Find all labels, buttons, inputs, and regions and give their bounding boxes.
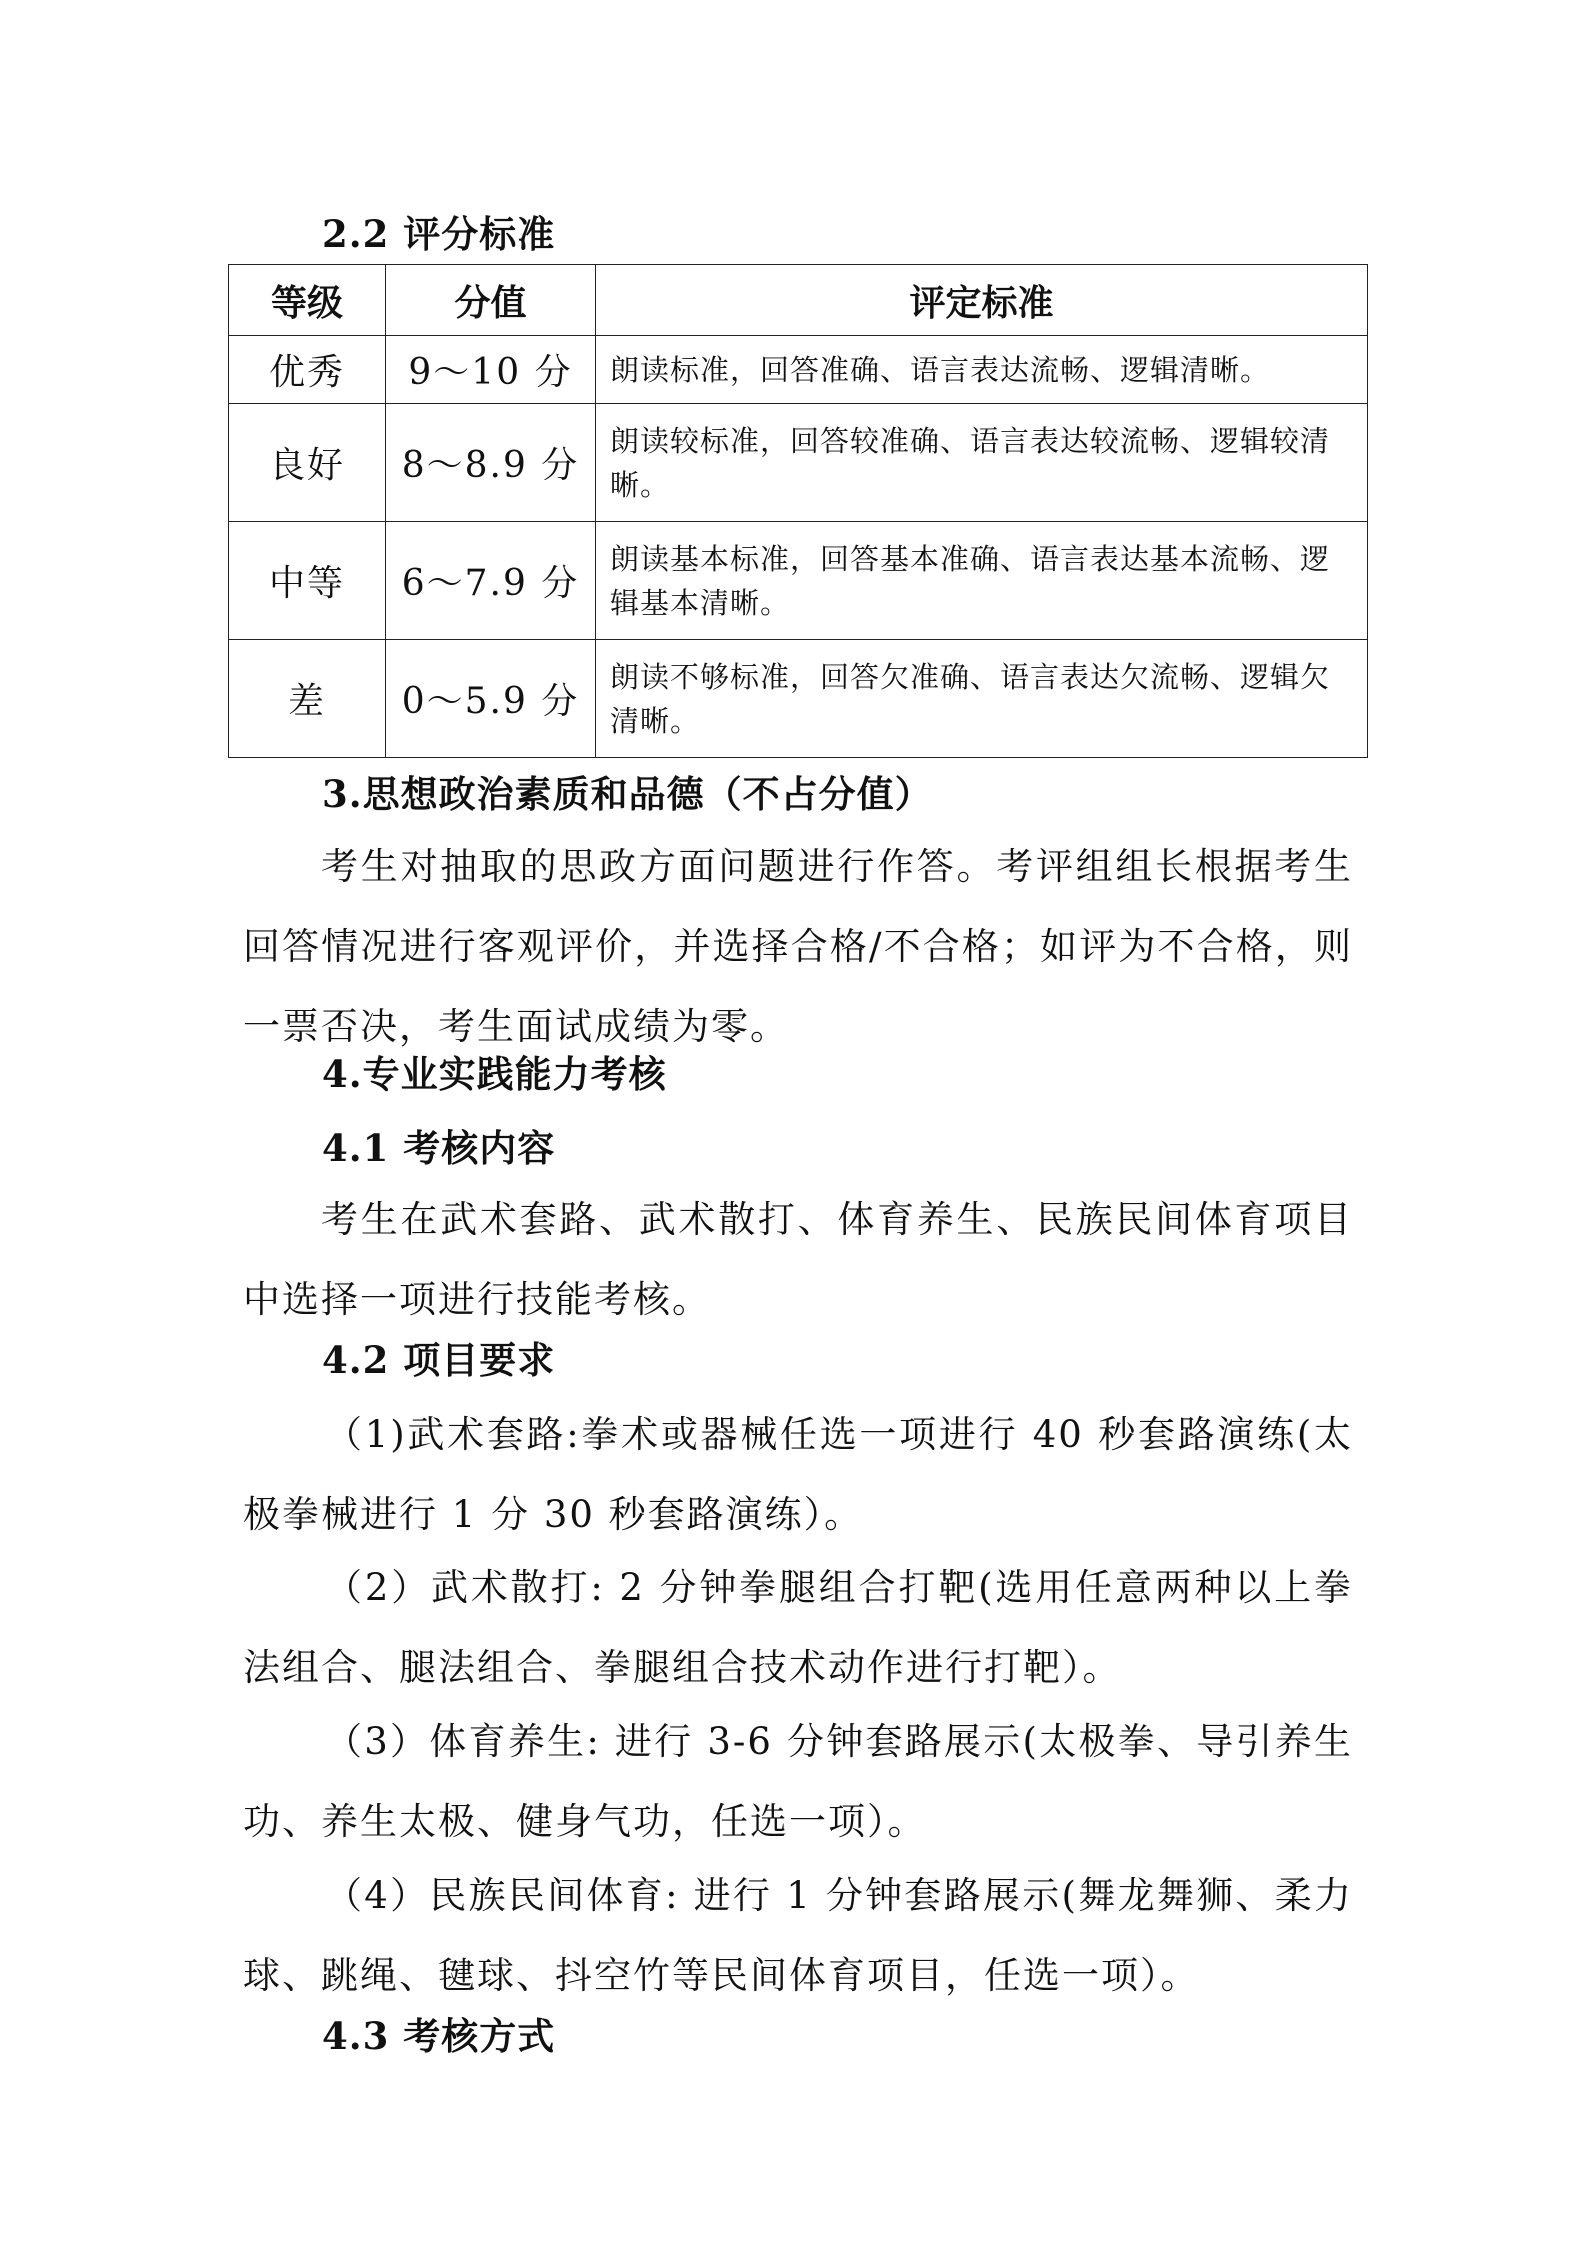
points-cell: 0～5.9 分 <box>386 640 596 758</box>
project-requirement-item: （2）武术散打: 2 分钟拳腿组合打靶(选用任意两种以上拳法组合、腿法组合、拳腿组合技术动作进行打靶）。 <box>243 1566 1353 1689</box>
section-4-heading: 4.专业实践能力考核 <box>322 1052 667 1096</box>
header-criteria: 评定标准 <box>596 265 1368 336</box>
criteria-cell: 朗读基本标准，回答基本准确、语言表达基本流畅、逻辑基本清晰。 <box>596 522 1368 640</box>
section-4-1-heading: 4.1 考核内容 <box>322 1126 556 1170</box>
criteria-cell: 朗读不够标准，回答欠准确、语言表达欠流畅、逻辑欠清晰。 <box>596 640 1368 758</box>
points-cell: 8～8.9 分 <box>386 404 596 522</box>
level-cell: 差 <box>229 640 386 758</box>
table-row <box>229 640 1368 758</box>
table-row <box>229 522 1368 640</box>
criteria-cell: 朗读标准，回答准确、语言表达流畅、逻辑清晰。 <box>596 336 1368 404</box>
section-4-1-paragraph: 考生在武术套路、武术散打、体育养生、民族民间体育项目中选择一项进行技能考核。 <box>243 1198 1353 1321</box>
section-4-2-heading: 4.2 项目要求 <box>322 1338 556 1382</box>
scoring-criteria-table <box>228 264 1368 758</box>
table-row <box>229 336 1368 404</box>
project-requirement-item: （3）体育养生: 进行 3-6 分钟套路展示(太极拳、导引养生功、养生太极、健身气功，任选一项）。 <box>243 1720 1353 1843</box>
level-cell: 良好 <box>229 404 386 522</box>
header-level: 等级 <box>229 265 386 336</box>
criteria-cell: 朗读较标准，回答较准确、语言表达较流畅、逻辑较清晰。 <box>596 404 1368 522</box>
table-header-row <box>229 265 1368 336</box>
project-requirement-item: （4）民族民间体育: 进行 1 分钟套路展示(舞龙舞狮、柔力球、跳绳、毽球、抖空竹等民间体育项目，任选一项）。 <box>243 1874 1353 1997</box>
section-3-paragraph: 考生对抽取的思政方面问题进行作答。考评组组长根据考生回答情况进行客观评价，并选择合格/不合格；如评为不合格，则一票否决，考生面试成绩为零。 <box>243 845 1353 1048</box>
points-cell: 6～7.9 分 <box>386 522 596 640</box>
level-cell: 优秀 <box>229 336 386 404</box>
level-cell: 中等 <box>229 522 386 640</box>
project-requirement-item: （1)武术套路:拳术或器械任选一项进行 40 秒套路演练(太极拳械进行 1 分 30 秒套路演练）。 <box>243 1413 1353 1536</box>
section-3-heading: 3.思想政治素质和品德（不占分值） <box>322 772 933 816</box>
header-points: 分值 <box>386 265 596 336</box>
points-cell: 9～10 分 <box>386 336 596 404</box>
section-4-3-heading: 4.3 考核方式 <box>322 2014 556 2058</box>
table-row <box>229 404 1368 522</box>
section-2-2-heading: 2.2 评分标准 <box>322 212 556 256</box>
